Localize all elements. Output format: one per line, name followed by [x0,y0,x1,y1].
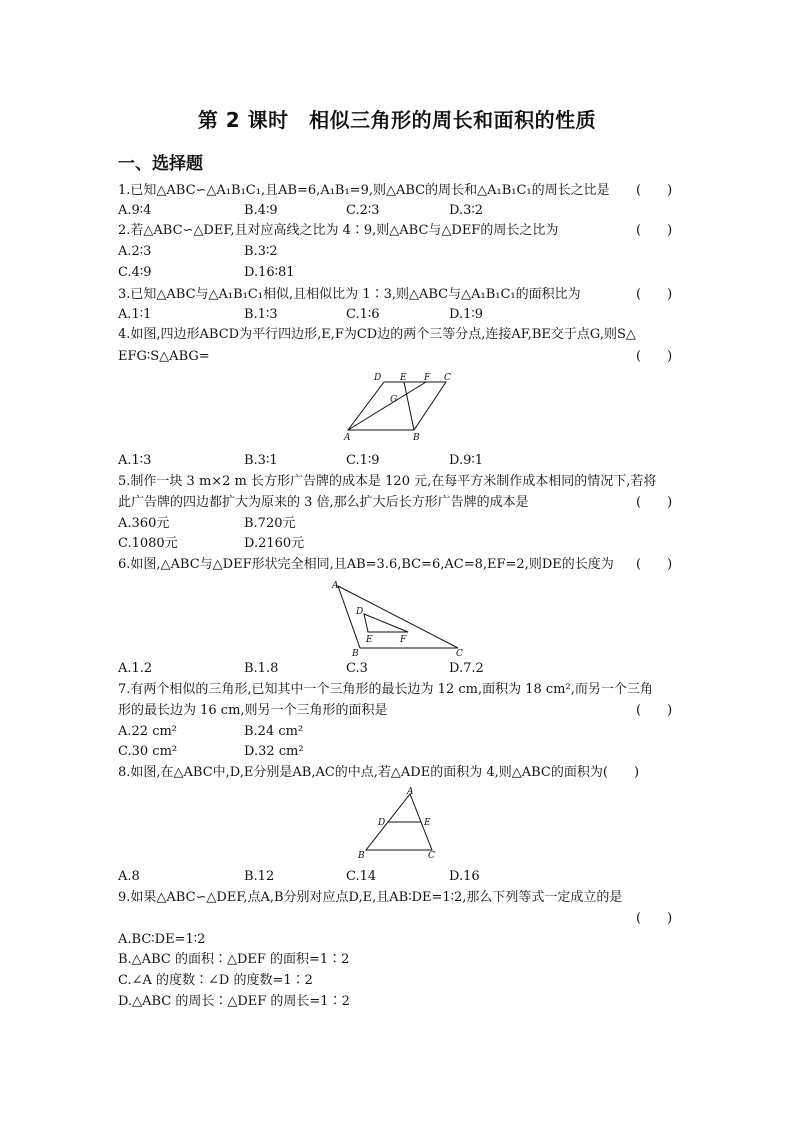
q6-option-d: D.7.2 [449,661,484,676]
label-f: F [400,635,407,645]
label-b: B [352,649,359,659]
q3-option-b: B.1∶3 [244,307,278,322]
q9-option-d: D.△ABC 的周长∶△DEF 的周长=1∶2 [118,994,350,1009]
question-5-text-cont: 此广告牌的四边都扩大为原来的 3 倍,那么扩大后长方形广告牌的成本是 [118,495,529,510]
q8-option-c: C.14 [346,869,377,884]
label-c: C [428,851,435,861]
question-2-text: 2.若△ABC∽△DEF,且对应高线之比为 4∶9,则△ABC与△DEF的周长之比为 [118,223,559,238]
question-9-text: 9.如果△ABC∽△DEF,点A,B分别对应点D,E,且AB∶DE=1∶2,那么下列等式一定成立的是 [118,890,623,905]
label-b: B [358,851,365,861]
label-b: B [413,433,420,443]
answer-blank: ( ) [636,703,673,718]
figure-parallelogram [340,374,450,444]
label-d: D [378,818,386,828]
section-heading: 一、选择题 [118,154,203,174]
q1-option-d: D.3∶2 [449,203,484,218]
label-d: D [356,607,364,617]
question-3-text: 3.已知△ABC与△A₁B₁C₁相似,且相似比为 1∶3,则△ABC与△A₁B₁C₁的面积比为 [118,287,581,302]
page-title: 第 2 课时 相似三角形的周长和面积的性质 [197,108,597,132]
q1-option-b: B.4∶9 [244,203,278,218]
label-e: E [424,818,431,828]
q5-option-d: D.2160元 [244,536,305,551]
figure-midline-triangle [352,788,442,860]
label-a: A [344,433,351,443]
q7-option-b: B.24 cm² [244,724,304,739]
q7-option-c: C.30 cm² [118,744,178,759]
answer-blank: ( ) [636,911,673,926]
q4-option-c: C.1∶9 [346,453,380,468]
q1-option-c: C.2∶3 [346,203,380,218]
q3-option-d: D.1∶9 [449,307,484,322]
figure-triangles [326,580,471,659]
triangle-def [364,614,408,632]
triangle-abc [338,586,458,648]
segment-be [404,382,414,430]
q4-option-d: D.9∶1 [449,453,484,468]
q9-option-a: A.BC∶DE=1∶2 [118,932,206,947]
label-a: A [332,581,339,591]
q6-option-b: B.1.8 [244,661,279,676]
q2-option-d: D.16∶81 [244,265,295,280]
q2-option-b: B.3∶2 [244,244,278,259]
question-7-text: 7.有两个相似的三角形,已知其中一个三角形的最长边为 12 cm,面积为 18 cm²,而另一个三角 [118,682,653,697]
question-6-text: 6.如图,△ABC与△DEF形状完全相同,且AB=3.6,BC=6,AC=8,EF=2,则DE的长度为 [118,557,614,572]
answer-blank: ( ) [636,287,673,302]
q5-option-a: A.360元 [118,516,170,531]
label-a: A [407,787,414,797]
q2-option-c: C.4∶9 [118,265,152,280]
question-4-text: 4.如图,四边形ABCD为平行四边形,E,F为CD边的两个三等分点,连接AF,BE交于点G,则S△ [118,327,636,342]
q3-option-a: A.1∶1 [118,307,152,322]
label-d: D [374,373,382,383]
label-c: C [444,373,451,383]
question-8-text: 8.如图,在△ABC中,D,E分别是AB,AC的中点,若△ADE的面积为 4,则△ABC的面积为( ) [118,765,640,780]
answer-blank: ( ) [636,349,673,364]
answer-blank: ( ) [636,557,673,572]
q7-option-a: A.22 cm² [118,724,178,739]
answer-blank: ( ) [636,495,673,510]
segment-af [348,382,426,430]
question-5-text: 5.制作一块 3 m×2 m 长方形广告牌的成本是 120 元,在每平方米制作成本相同的情况下,若将 [118,474,657,489]
q5-option-b: B.720元 [244,516,296,531]
question-1-text: 1.已知△ABC∽△A₁B₁C₁,且AB=6,A₁B₁=9,则△ABC的周长和△A₁B₁C₁的周长之比是 [118,183,610,198]
answer-blank: ( ) [636,183,673,198]
q3-option-c: C.1∶6 [346,307,380,322]
q8-option-b: B.12 [244,869,275,884]
answer-blank: ( ) [636,223,673,238]
q2-option-a: A.2∶3 [118,244,152,259]
parallelogram-abcd [348,382,446,430]
q8-option-a: A.8 [118,869,140,884]
q5-option-c: C.1080元 [118,536,178,551]
label-c: C [456,649,463,659]
q7-option-d: D.32 cm² [244,744,304,759]
q9-option-c: C.∠A 的度数∶∠D 的度数=1∶2 [118,973,313,988]
label-f: F [424,373,431,383]
q4-option-a: A.1∶3 [118,453,152,468]
q6-option-c: C.3 [346,661,368,676]
question-7-text-cont: 形的最长边为 16 cm,则另一个三角形的面积是 [118,703,388,718]
label-g: G [390,395,398,405]
label-e: E [366,635,373,645]
q8-option-d: D.16 [449,869,480,884]
q4-option-b: B.3∶1 [244,453,278,468]
label-e: E [400,373,407,383]
q9-option-b: B.△ABC 的面积∶△DEF 的面积=1∶2 [118,952,350,967]
q6-option-a: A.1.2 [118,661,153,676]
question-4-text-cont: EFG∶S△ABG= [118,349,210,364]
q1-option-a: A.9∶4 [118,203,152,218]
